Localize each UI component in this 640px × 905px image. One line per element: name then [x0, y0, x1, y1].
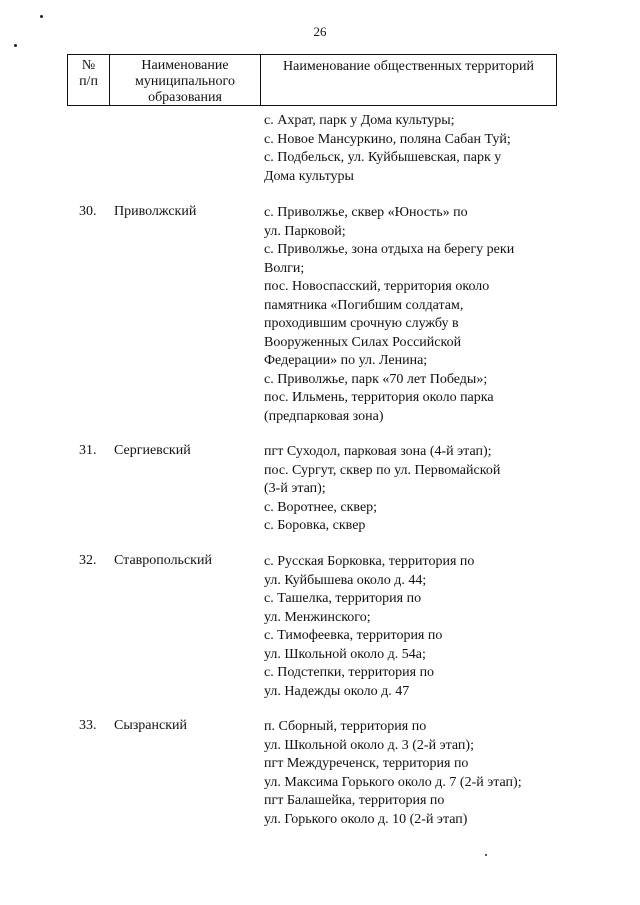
territory-line: с. Русская Борковка, территория по [264, 554, 475, 569]
territory-line: пгт Суходол, парковая зона (4-й этап); [264, 444, 492, 459]
territory-line: ул. Парковой; [264, 223, 346, 239]
territory-list [264, 553, 474, 701]
territory-line: пос. Ильмень, территория около парка [264, 390, 494, 405]
territory-line: ул. Надежды около д. 47 [264, 683, 410, 699]
row-number: 33. [79, 718, 97, 733]
territory-line: с. Воротнее, сквер; [264, 499, 378, 515]
territory-line: с. Подстепки, территория по [264, 665, 435, 680]
territory-line: п. Сборный, территория по [264, 719, 427, 734]
territory-line: с. Приволжье, парк «70 лет Победы»; [264, 371, 488, 387]
territory-line: пгт Балашейка, территория по [264, 793, 445, 808]
territory-line: пос. Сургут, сквер по ул. Первомайской [264, 462, 501, 478]
municipality-name: Приволжский [114, 204, 197, 219]
row-number: 30. [79, 204, 97, 219]
territory-line: Федерации» по ул. Ленина; [264, 353, 428, 368]
territory-list [264, 443, 500, 536]
territory-line: с. Боровка, сквер [264, 518, 366, 533]
territory-line: ул. Школьной около д. 3 (2-й этап); [264, 737, 474, 753]
territory-line: Волги; [264, 260, 305, 276]
municipality-name: Сергиевский [114, 443, 191, 458]
territory-line: с. Тимофеевка, территория по [264, 628, 443, 643]
header-col-municipality: Наименование муниципального образования [110, 55, 261, 105]
territory-line: Дома культуры [264, 168, 354, 184]
page-number: 26 [313, 24, 327, 39]
territory-line: с. Подбельск, ул. Куйбышевская, парк у [264, 150, 502, 165]
header-col-territories: Наименование общественных территорий [283, 59, 534, 74]
municipality-name: Ставропольский [114, 553, 212, 568]
row-number: 31. [79, 443, 97, 458]
scan-speck [14, 44, 17, 47]
header-col-number: № п/п [68, 55, 110, 105]
territory-line: (предпарковая зона) [264, 408, 384, 424]
territory-line: (3-й этап); [264, 481, 326, 496]
territory-line: с. Ахрат, парк у Дома культуры; [264, 113, 455, 128]
territory-line: памятника «Погибшим солдатам, [264, 297, 464, 313]
territory-line: с. Приволжье, зона отдыха на берегу реки [264, 242, 515, 257]
territory-line: с. Ташелка, территория по [264, 591, 422, 606]
scan-speck [485, 854, 487, 856]
scan-speck [40, 15, 43, 18]
territory-line: с. Новое Мансуркино, поляна Сабан Туй; [264, 131, 511, 147]
territory-line: ул. Максима Горького около д. 7 (2-й этап); [264, 774, 522, 790]
territory-line: пос. Новоспасский, территория около [264, 279, 490, 294]
territory-line: с. Приволжье, сквер «Юность» по [264, 205, 468, 220]
territory-line: Вооруженных Силах Российской [264, 334, 462, 350]
territory-line: ул. Горького около д. 10 (2-й этап) [264, 811, 468, 827]
municipality-name: Сызранский [114, 718, 187, 733]
territory-list [264, 718, 522, 829]
territory-line: пгт Междуреченск, территория по [264, 756, 469, 771]
territory-line: ул. Менжинского; [264, 609, 371, 625]
territory-line: проходившим срочную службу в [264, 316, 459, 331]
territory-line: ул. Куйбышева около д. 44; [264, 572, 427, 588]
continued-territories [264, 112, 511, 186]
row-number: 32. [79, 553, 97, 568]
table-header [67, 54, 557, 106]
territory-list [264, 204, 514, 426]
territory-line: ул. Школьной около д. 54а; [264, 646, 426, 662]
